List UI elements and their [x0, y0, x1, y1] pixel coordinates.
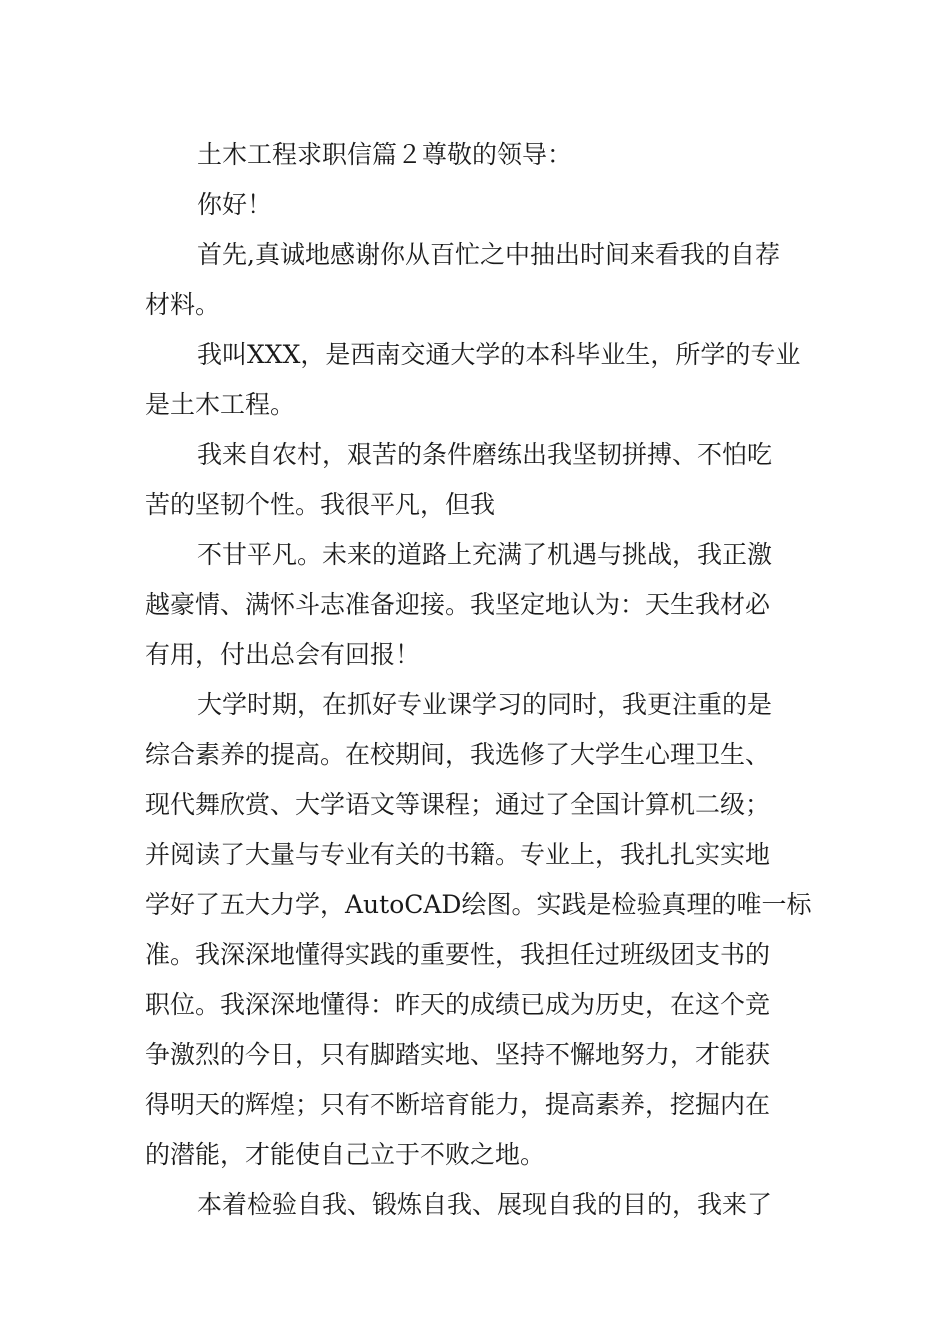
paragraph-line: 是土木工程。 [145, 390, 296, 419]
paragraph-line: 并阅读了大量与专业有关的书籍。专业上，我扎扎实实地 [145, 840, 771, 869]
paragraph-line: 有用，付出总会有回报！ [145, 640, 421, 669]
paragraph-line: 我叫XXX，是西南交通大学的本科毕业生，所学的专业 [197, 340, 801, 369]
paragraph-line: 材料。 [145, 290, 221, 319]
paragraph-line: 本着检验自我、锻炼自我、展现自我的目的，我来了 [197, 1190, 773, 1219]
greeting-line: 你好！ [197, 190, 273, 219]
paragraph-line: 争激烈的今日，只有脚踏实地、坚持不懈地努力，才能获 [145, 1040, 771, 1069]
paragraph-line: 得明天的辉煌；只有不断培育能力，提高素养，挖掘内在 [145, 1090, 771, 1119]
paragraph-line: 学好了五大力学，AutoCAD绘图。实践是检验真理的唯一标 [145, 890, 812, 919]
paragraph-line: 职位。我深深地懂得：昨天的成绩已成为历史，在这个竞 [145, 990, 771, 1019]
paragraph-line: 的潜能，才能使自己立于不败之地。 [145, 1140, 546, 1169]
paragraph-line: 苦的坚韧个性。我很平凡，但我 [145, 490, 496, 519]
letter-heading: 土木工程求职信篇２尊敬的领导： [197, 140, 573, 169]
paragraph-line: 不甘平凡。未来的道路上充满了机遇与挑战，我正激 [197, 540, 773, 569]
paragraph-line: 大学时期，在抓好专业课学习的同时，我更注重的是 [197, 690, 773, 719]
paragraph-line: 准。我深深地懂得实践的重要性，我担任过班级团支书的 [145, 940, 771, 969]
paragraph-line: 首先,真诚地感谢你从百忙之中抽出时间来看我的自荐 [197, 240, 780, 269]
paragraph-line: 综合素养的提高。在校期间，我选修了大学生心理卫生、 [145, 740, 771, 769]
paragraph-line: 现代舞欣赏、大学语文等课程；通过了全国计算机二级； [145, 790, 771, 819]
letter-body [145, 130, 813, 1230]
paragraph-line: 我来自农村，艰苦的条件磨练出我坚韧拼搏、不怕吃 [197, 440, 773, 469]
paragraph-line: 越豪情、满怀斗志准备迎接。我坚定地认为：天生我材必 [145, 590, 771, 619]
